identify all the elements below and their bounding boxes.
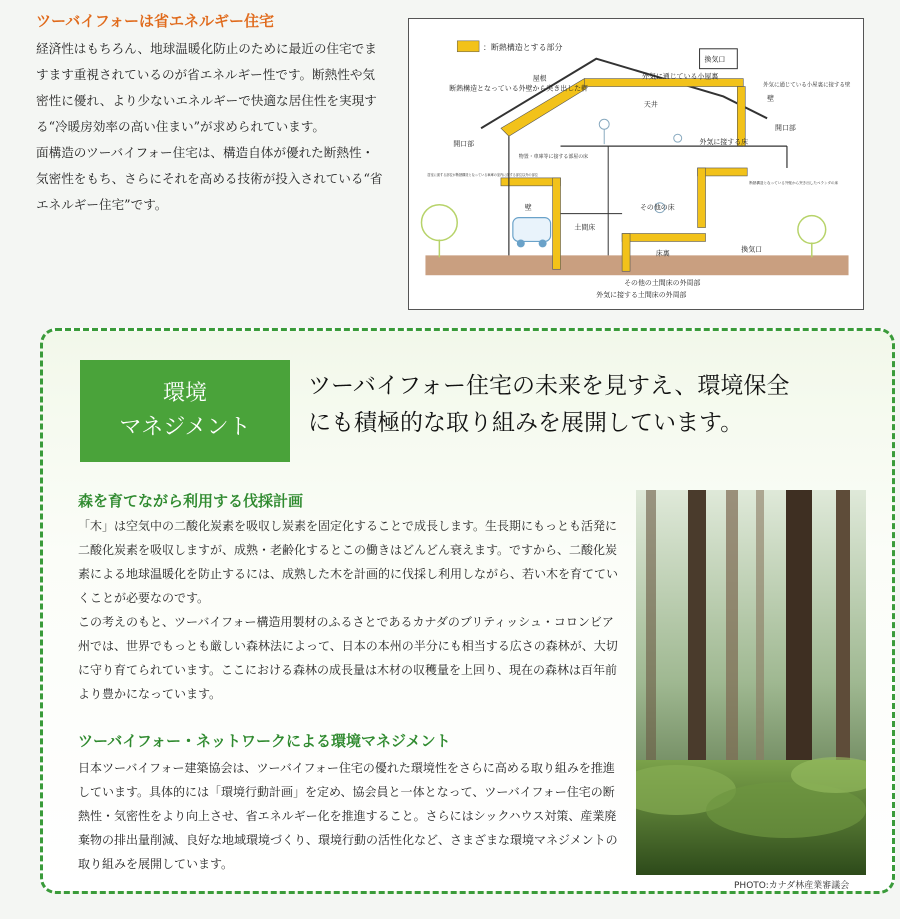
ground bbox=[425, 255, 848, 275]
label-other-floor: その他の床 bbox=[639, 203, 675, 212]
lead-line-2: にも積極的な取り組みを展開しています。 bbox=[308, 410, 744, 436]
label-roof: 屋根 bbox=[532, 74, 547, 83]
label-attic: 外気に通じている小屋裏 bbox=[641, 72, 719, 81]
label-outside-floor: 外気に接する床 bbox=[699, 138, 749, 147]
legend-label: ：断熱構造とする部分 bbox=[483, 42, 563, 52]
section1-heading: 森を育てながら利用する伐採計画 bbox=[78, 492, 304, 510]
label-opening-right: 開口部 bbox=[775, 124, 796, 133]
intro-heading: ツーバイフォーは省エネルギー住宅 bbox=[36, 12, 275, 30]
garage-wall-insulation bbox=[553, 178, 561, 269]
badge-line-1: 環境 bbox=[162, 381, 207, 406]
section2-paragraph-1: 日本ツーバイフォー建築協会は、ツーバイフォー住宅の優れた環境性をさらに高める取り組みを推進しています。具体的には「環境行動計画」を定め、協会員と一体となって、ツーバイフォー住宅の断熱性・気密性をより向上させ、省エネルギー化を推進すること。さらにはシックハウス対策、産業廃棄物の排出量削減、良好な地域環境づくり、環境行動の活性化など、さまざまな環境マネジメントの取り組みを展開しています。 bbox=[78, 761, 618, 871]
label-ceiling: 天井 bbox=[643, 100, 658, 109]
lead-line-1: ツーバイフォー住宅の未来を見すえ、環境保全 bbox=[308, 373, 790, 399]
section1-paragraph-2: この考えのもと、ツーバイフォー構造用製材のふるさとであるカナダのブリティッシュ・コロンビア州では、世界でもっとも厳しい森林法によって、日本の本州の半分にも相当する広さの森林が、大切に守り育てられています。ここにおける森林の成長量は木材の収穫量を上回り、現在の森林は百年前より豊かになっています。 bbox=[78, 615, 618, 701]
label-outside-perimeter: 外気に接する土間床の外周部 bbox=[596, 291, 687, 300]
person-icon bbox=[599, 119, 609, 129]
label-underfloor: 床裏 bbox=[655, 249, 670, 258]
label-vent-bottom: 換気口 bbox=[741, 245, 763, 254]
label-veranda: 断熱構造となっている外壁から突き出したベランダの床 bbox=[749, 180, 839, 185]
intro-paragraph-2: 面構造のツーバイフォー住宅は、構造自体が優れた断熱性・気密性をもち、さらにそれを高める技術が投入されている“省エネルギー住宅”です。 bbox=[36, 145, 383, 212]
label-wall-garage: 壁 bbox=[524, 203, 532, 212]
perimeter-insulation bbox=[622, 234, 630, 272]
section1-paragraph-1: 「木」は空気中の二酸化炭素を吸収し炭素を固定化することで成長します。生長期にもっとも活発に二酸化炭素を吸収しますが、成熟・老齢化するとこの働きはどんどん衰えます。ですから、二酸化炭素による地球温暖化を防止するには、成熟した木を計画的に伐採し利用しながら、若い木を育てていくことが必要なのです。 bbox=[78, 519, 619, 605]
garage-ceiling-insulation bbox=[501, 178, 561, 186]
lead-text bbox=[308, 368, 888, 442]
badge-line-2: マネジメント bbox=[119, 415, 251, 440]
house-section-drawing bbox=[409, 19, 863, 309]
photo-credit: PHOTO:カナダ林産業審議会 bbox=[734, 881, 850, 891]
label-vent-top: 換気口 bbox=[704, 55, 726, 64]
intro-text bbox=[36, 36, 386, 218]
forest-illustration bbox=[636, 490, 866, 875]
label-attic-wall: 外気に通じている小屋裏に接する壁 bbox=[763, 82, 851, 89]
label-other-perimeter: その他の土間床の外周部 bbox=[624, 279, 701, 288]
label-living-floor: 居室に面する部位が断熱構造となっている車庫の室内に面する部位以外の部位 bbox=[427, 172, 538, 177]
intro-paragraph-1: 経済性はもちろん、地球温暖化防止のために最近の住宅でますます重視されているのが省エネルギー性です。断熱性や気密性に優れ、より少ないエネルギーで快適な居住性を実現する“冷暖房効率の高い住まい”が求められています。 bbox=[36, 41, 377, 134]
insulation-diagram bbox=[408, 18, 864, 310]
car-icon bbox=[513, 218, 551, 242]
legend-swatch bbox=[457, 41, 479, 52]
label-eaves: 断熱構造となっている外壁から突き出した軒 bbox=[449, 84, 589, 93]
tree-right-icon bbox=[798, 216, 826, 244]
section2-body bbox=[78, 756, 618, 876]
label-storage-floor: 物置・車庫等に接する部屋の床 bbox=[518, 154, 589, 161]
section1-body bbox=[78, 514, 618, 706]
floor-insulation bbox=[622, 234, 705, 242]
tree-left-icon bbox=[421, 205, 457, 241]
label-opening-left: 開口部 bbox=[453, 140, 475, 149]
upper-wall-insulation bbox=[698, 168, 706, 228]
section2-heading: ツーバイフォー・ネットワークによる環境マネジメント bbox=[78, 732, 451, 750]
environment-badge bbox=[80, 360, 290, 462]
label-wall-right: 壁 bbox=[767, 94, 775, 103]
forest-photo bbox=[636, 490, 866, 875]
label-dirt-floor: 土間床 bbox=[574, 223, 596, 232]
